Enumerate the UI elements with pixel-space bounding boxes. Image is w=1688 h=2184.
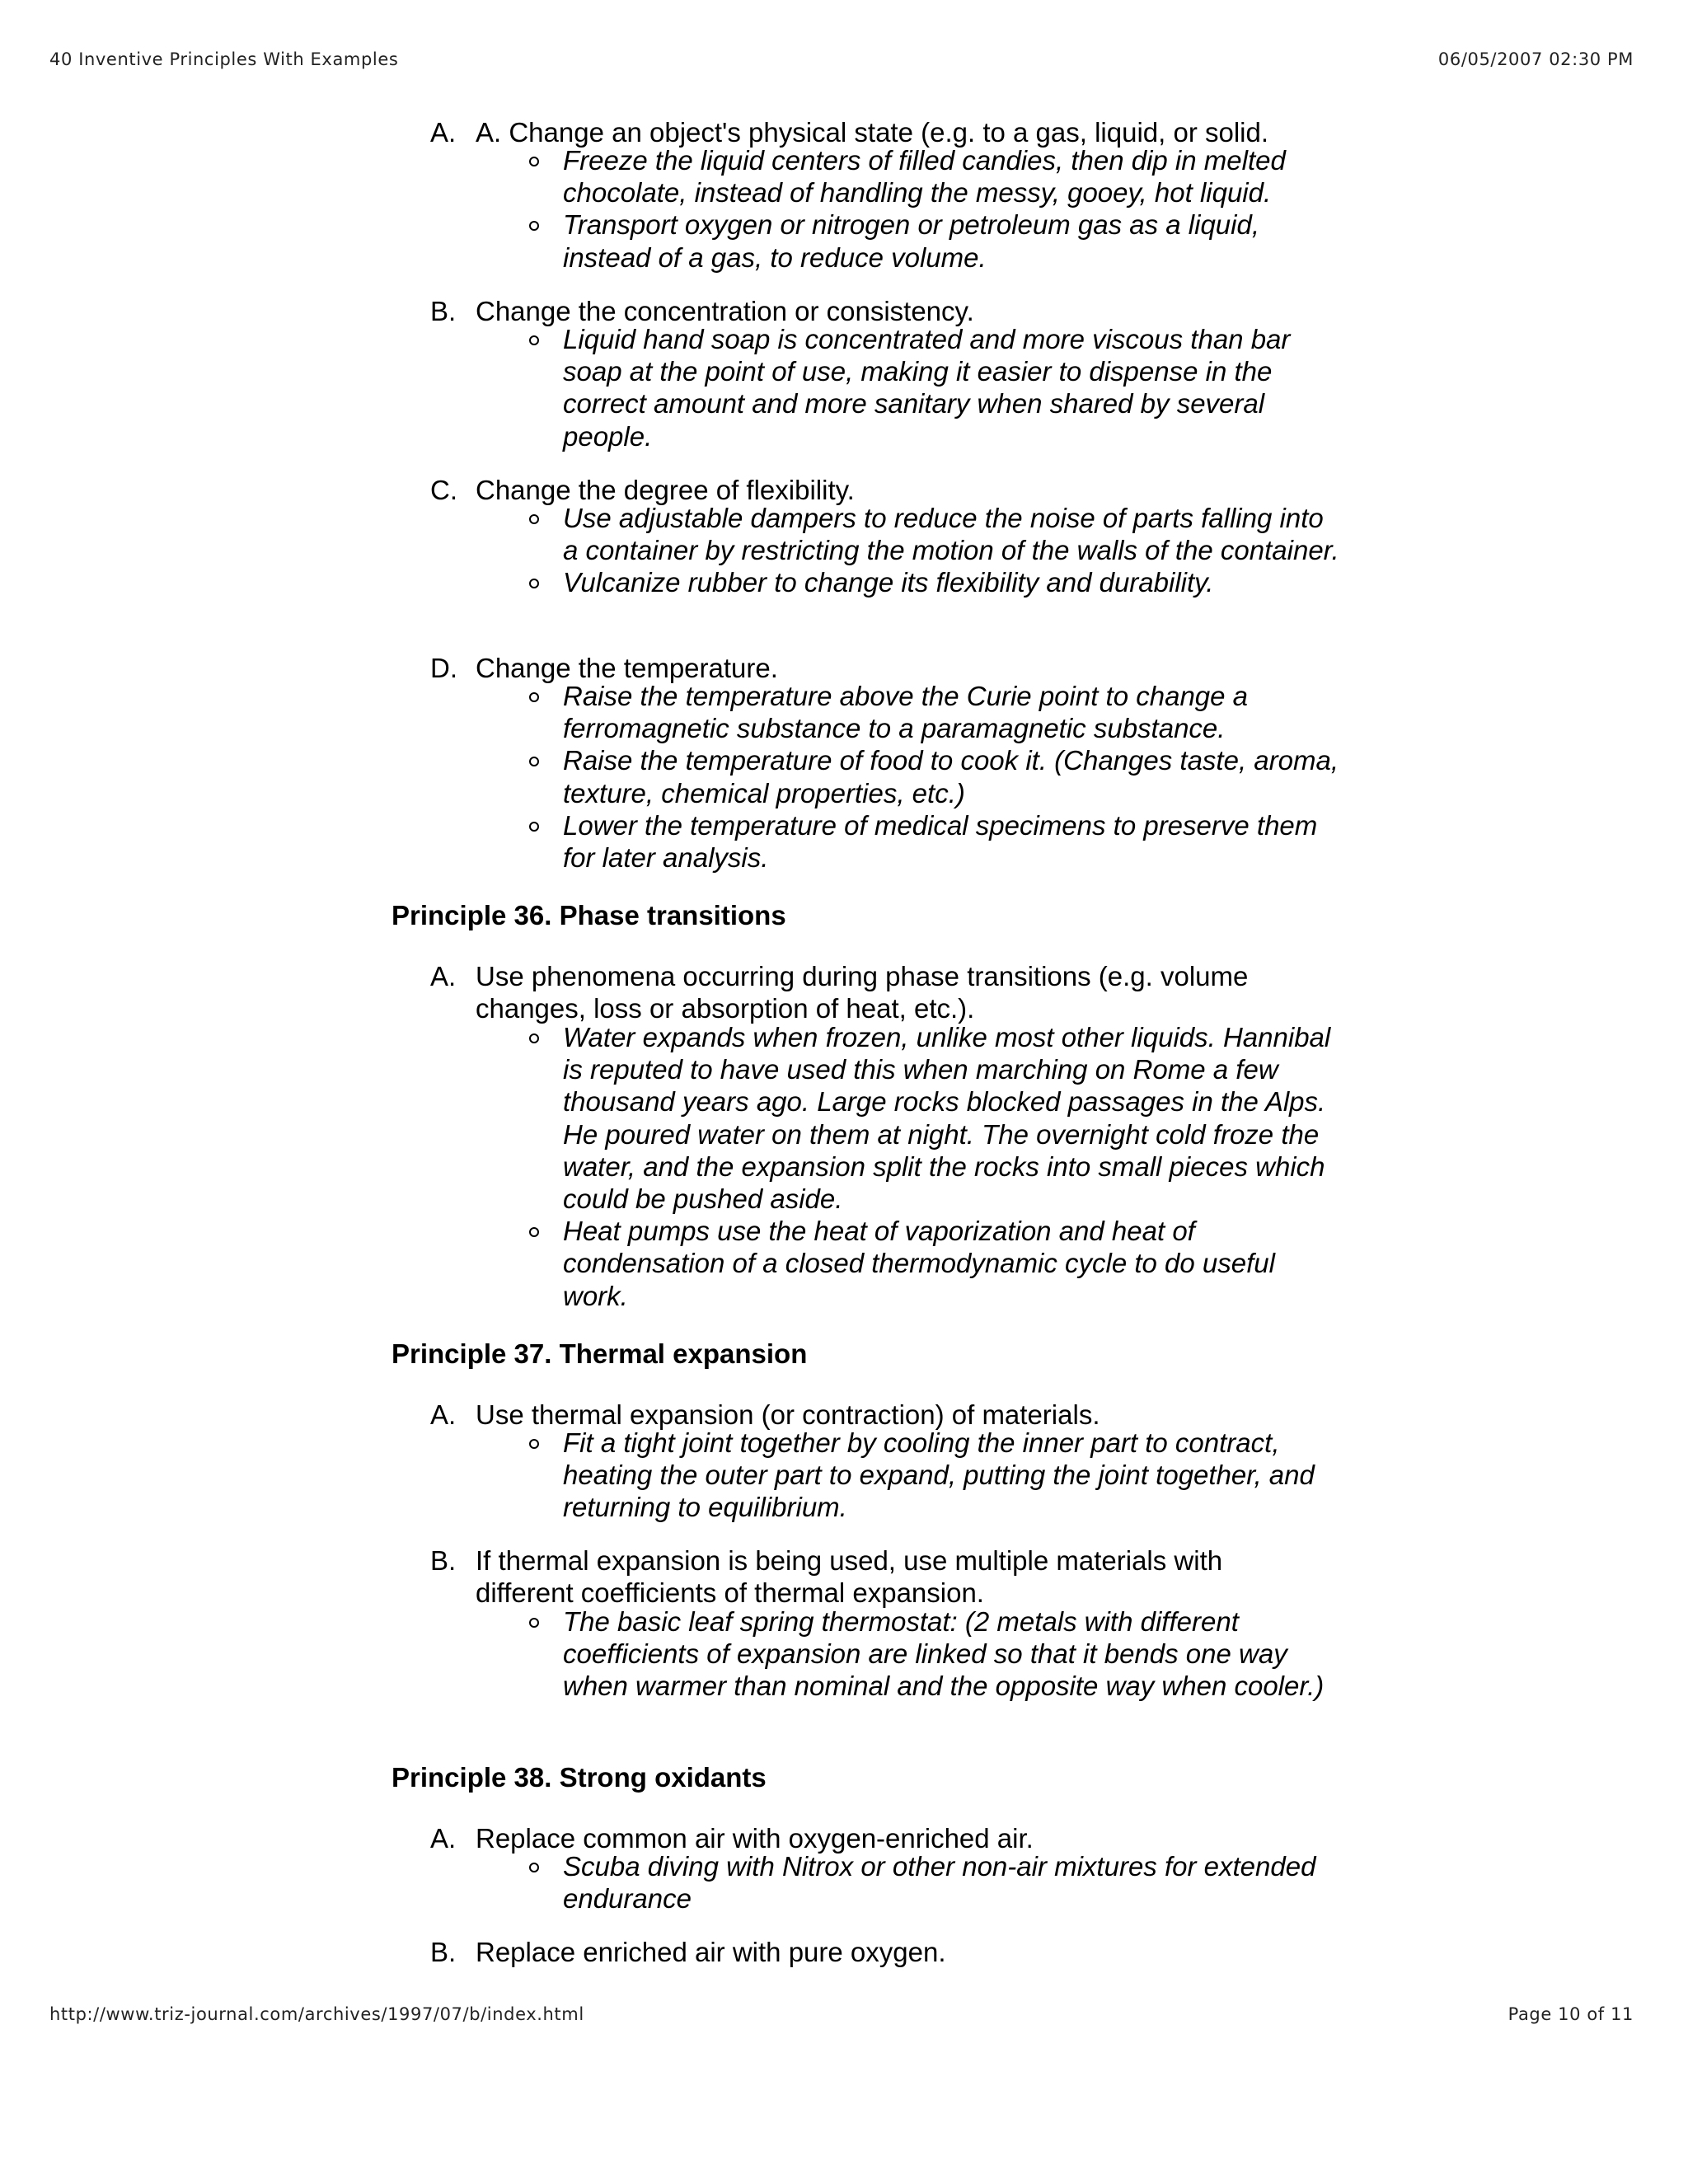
print-datetime: 06/05/2007 02:30 PM xyxy=(1437,49,1634,69)
item-text: Use phenomena occurring during phase transitions (e.g. volume changes, loss or absorption of heat, etc.). xyxy=(476,961,1249,1024)
circle-bullet-icon xyxy=(529,579,539,588)
example-item: Water expands when frozen, unlike most other liquids. Hannibal is reputed to have used this when marching on Rome a few thousand years ago. Large rocks blocked passages in the Alps. He poured water on them at night. The overnight cold froze the water, and the expansion split the rocks into small pieces which could be pushed aside. xyxy=(563,1021,1342,1215)
section-heading: Principle 36. Phase transitions xyxy=(392,900,786,930)
circle-bullet-icon xyxy=(529,1439,539,1449)
item-text: Use thermal expansion (or contraction) of materials. xyxy=(476,1399,1100,1430)
example-list xyxy=(563,144,1342,274)
circle-bullet-icon xyxy=(529,1227,539,1237)
item-letter: A. xyxy=(430,961,457,991)
example-item: Freeze the liquid centers of filled candies, then dip in melted chocolate, instead of handling the messy, gooey, hot liquid. xyxy=(563,144,1342,209)
example-item: Raise the temperature above the Curie point to change a ferromagnetic substance to a paramagnetic substance. xyxy=(563,680,1342,744)
item-letter: A. xyxy=(430,117,457,148)
item-letter: A. xyxy=(430,1823,457,1854)
item-letter: A. xyxy=(430,1399,457,1430)
circle-bullet-icon xyxy=(529,157,539,166)
example-item: Fit a tight joint together by cooling the inner part to contract, heating the outer part to expand, putting the joint together, and returning to equilibrium. xyxy=(563,1427,1342,1524)
circle-bullet-icon xyxy=(529,1618,539,1628)
item-text: A. Change an object's physical state (e.g. to a gas, liquid, or solid. xyxy=(476,117,1269,148)
item-text: Replace enriched air with pure oxygen. xyxy=(476,1937,946,1967)
circle-bullet-icon xyxy=(529,335,539,345)
item-text: Change the degree of flexibility. xyxy=(476,475,855,505)
item-letter: B. xyxy=(430,1937,457,1967)
section-heading: Principle 38. Strong oxidants xyxy=(392,1762,767,1793)
circle-bullet-icon xyxy=(529,757,539,766)
example-item: The basic leaf spring thermostat: (2 metals with different coefficients of expansion are linked so that it bends one way when warmer than nominal and the opposite way when cooler.) xyxy=(563,1605,1342,1703)
circle-bullet-icon xyxy=(529,822,539,832)
example-list xyxy=(563,1427,1342,1524)
item-text: Change the temperature. xyxy=(476,653,778,683)
example-list xyxy=(563,1605,1342,1703)
document-title: 40 Inventive Principles With Examples xyxy=(49,49,399,69)
example-item: Liquid hand soap is concentrated and more viscous than bar soap at the point of use, making it easier to dispense in the correct amount and more sanitary when shared by several people. xyxy=(563,323,1342,452)
example-item: Raise the temperature of food to cook it. (Changes taste, aroma, texture, chemical properties, etc.) xyxy=(563,744,1342,808)
circle-bullet-icon xyxy=(529,221,539,231)
example-item: Vulcanize rubber to change its flexibility and durability. xyxy=(563,566,1342,598)
page-number: Page 10 of 11 xyxy=(1507,2004,1634,2024)
section-heading: Principle 37. Thermal expansion xyxy=(392,1338,808,1369)
source-url: http://www.triz-journal.com/archives/1997/07/b/index.html xyxy=(49,2004,584,2024)
example-list xyxy=(563,680,1342,874)
example-list xyxy=(563,1850,1342,1915)
example-item: Heat pumps use the heat of vaporization and heat of condensation of a closed thermodynamic cycle to do useful work. xyxy=(563,1215,1342,1312)
circle-bullet-icon xyxy=(529,1033,539,1043)
item-letter: B. xyxy=(430,1545,457,1576)
item-text: Change the concentration or consistency. xyxy=(476,296,974,326)
item-letter: B. xyxy=(430,296,457,326)
item-text: Replace common air with oxygen-enriched air. xyxy=(476,1823,1034,1854)
circle-bullet-icon xyxy=(529,692,539,702)
item-text: If thermal expansion is being used, use multiple materials with different coefficients of thermal expansion. xyxy=(476,1545,1223,1608)
example-list xyxy=(563,323,1342,452)
example-item: Scuba diving with Nitrox or other non-air mixtures for extended endurance xyxy=(563,1850,1342,1915)
item-letter: C. xyxy=(430,475,457,505)
circle-bullet-icon xyxy=(529,1863,539,1872)
example-list xyxy=(563,1021,1342,1312)
item-letter: D. xyxy=(430,653,457,683)
example-list xyxy=(563,502,1342,599)
example-item: Lower the temperature of medical specimens to preserve them for later analysis. xyxy=(563,809,1342,874)
example-item: Transport oxygen or nitrogen or petroleum gas as a liquid, instead of a gas, to reduce volume. xyxy=(563,209,1342,273)
circle-bullet-icon xyxy=(529,514,539,524)
example-item: Use adjustable dampers to reduce the noise of parts falling into a container by restricting the motion of the walls of the container. xyxy=(563,502,1342,566)
